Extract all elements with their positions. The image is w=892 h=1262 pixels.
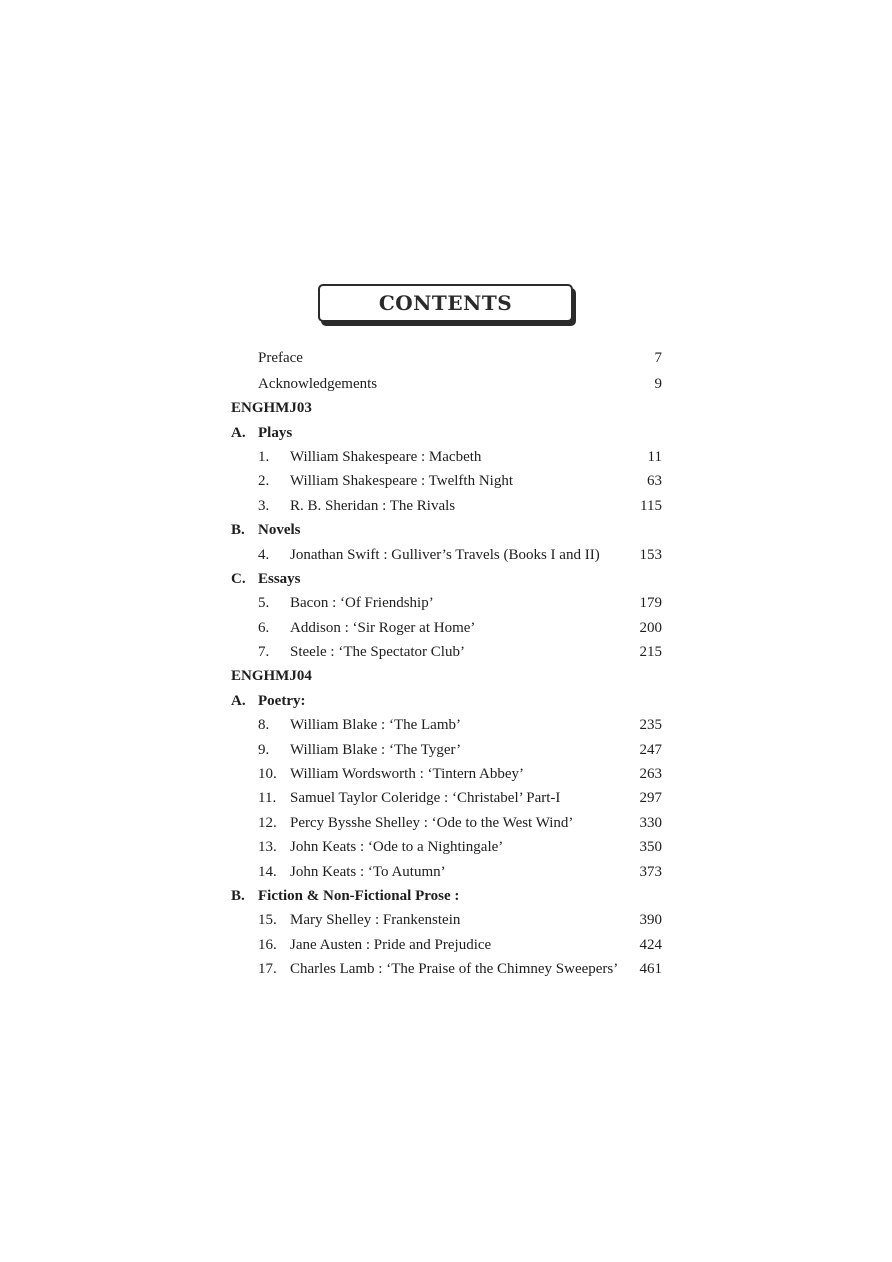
entry-title: William Shakespeare : Twelfth Night: [290, 473, 514, 489]
toc-entry[interactable]: [0, 591, 892, 615]
entry-page: 11: [647, 449, 662, 465]
entry-page: 390: [639, 912, 662, 928]
entry-number: 13.: [258, 839, 277, 855]
entry-title: Samuel Taylor Coleridge : ‘Christabel’ Part-I: [290, 790, 561, 806]
entry-number: 14.: [258, 864, 277, 880]
entry-title: Charles Lamb : ‘The Praise of the Chimney Sweepers’: [290, 961, 619, 977]
toc-entry[interactable]: [0, 762, 892, 786]
entry-page: 153: [639, 547, 662, 563]
section-letter: B.: [231, 522, 245, 538]
section-heading: [0, 884, 892, 908]
entry-page: 424: [639, 937, 662, 953]
entry-page: 63: [647, 473, 662, 489]
entry-page: 7: [654, 350, 662, 366]
section-heading: [0, 567, 892, 591]
entry-page: 297: [639, 790, 662, 806]
entry-number: 6.: [258, 620, 270, 636]
entry-number: 7.: [258, 644, 270, 660]
section-name: Plays: [258, 425, 293, 441]
entry-number: 8.: [258, 717, 270, 733]
toc-entry[interactable]: [0, 835, 892, 859]
toc-entry[interactable]: [0, 713, 892, 737]
entry-number: 10.: [258, 766, 277, 782]
entry-title: Steele : ‘The Spectator Club’: [290, 644, 465, 660]
section-name: Poetry:: [258, 693, 306, 709]
unit-heading: [0, 664, 892, 688]
entry-number: 2.: [258, 473, 270, 489]
unit-heading: [0, 396, 892, 420]
entry-page: 200: [639, 620, 662, 636]
entry-page: 330: [639, 815, 662, 831]
toc-entry[interactable]: [0, 543, 892, 567]
entry-title: Percy Bysshe Shelley : ‘Ode to the West Wind’: [290, 815, 574, 831]
entry-page: 179: [639, 595, 662, 611]
entry-number: 15.: [258, 912, 277, 928]
entry-title: William Wordsworth : ‘Tintern Abbey’: [290, 766, 525, 782]
entry-number: 5.: [258, 595, 270, 611]
section-name: Fiction & Non-Fictional Prose :: [258, 888, 460, 904]
section-letter: B.: [231, 888, 245, 904]
entry-title: William Blake : ‘The Tyger’: [290, 742, 462, 758]
entry-number: 12.: [258, 815, 277, 831]
entry-page: 235: [639, 717, 662, 733]
entry-title: Jane Austen : Pride and Prejudice: [290, 937, 492, 953]
entry-number: 4.: [258, 547, 270, 563]
toc-entry[interactable]: [0, 957, 892, 981]
entry-page: 215: [639, 644, 662, 660]
unit-code: ENGHMJ03: [231, 400, 312, 416]
unit-code: ENGHMJ04: [231, 668, 312, 684]
entry-number: 11.: [258, 790, 277, 806]
toc-entry[interactable]: [0, 933, 892, 957]
toc-entry-preface[interactable]: [0, 346, 892, 370]
entry-title: Preface: [258, 350, 303, 366]
section-heading: [0, 689, 892, 713]
toc-entry[interactable]: [0, 738, 892, 762]
entry-title: Acknowledgements: [258, 376, 378, 392]
entry-title: Mary Shelley : Frankenstein: [290, 912, 461, 928]
entry-title: John Keats : ‘Ode to a Nightingale’: [290, 839, 504, 855]
entry-number: 17.: [258, 961, 277, 977]
toc-entry[interactable]: [0, 640, 892, 664]
entry-title: John Keats : ‘To Autumn’: [290, 864, 446, 880]
toc-entry[interactable]: [0, 445, 892, 469]
entry-page: 263: [639, 766, 662, 782]
section-letter: A.: [231, 425, 246, 441]
entry-title: William Shakespeare : Macbeth: [290, 449, 482, 465]
entry-number: 3.: [258, 498, 270, 514]
section-letter: C.: [231, 571, 246, 587]
entry-title: R. B. Sheridan : The Rivals: [290, 498, 456, 514]
entry-title: Bacon : ‘Of Friendship’: [290, 595, 434, 611]
section-name: Novels: [258, 522, 301, 538]
toc-entry[interactable]: [0, 860, 892, 884]
toc-entry[interactable]: [0, 469, 892, 493]
section-letter: A.: [231, 693, 246, 709]
entry-page: 115: [640, 498, 662, 514]
entry-page: 461: [639, 961, 662, 977]
section-name: Essays: [258, 571, 301, 587]
entry-number: 1.: [258, 449, 270, 465]
entry-page: 373: [639, 864, 662, 880]
entry-page: 350: [639, 839, 662, 855]
entry-number: 9.: [258, 742, 270, 758]
toc-entry[interactable]: [0, 811, 892, 835]
toc-entry[interactable]: [0, 494, 892, 518]
section-heading: [0, 421, 892, 445]
entry-page: 247: [639, 742, 662, 758]
entry-number: 16.: [258, 937, 277, 953]
entry-title: Jonathan Swift : Gulliver’s Travels (Books I and II): [290, 547, 600, 563]
toc-entry-acknowledgements[interactable]: [0, 372, 892, 396]
toc-entry[interactable]: [0, 786, 892, 810]
section-heading: [0, 518, 892, 542]
entry-title: William Blake : ‘The Lamb’: [290, 717, 462, 733]
entry-page: 9: [654, 376, 662, 392]
toc-entry[interactable]: [0, 616, 892, 640]
page-title: CONTENTS: [378, 291, 513, 315]
entry-title: Addison : ‘Sir Roger at Home’: [290, 620, 476, 636]
toc-entry[interactable]: [0, 908, 892, 932]
